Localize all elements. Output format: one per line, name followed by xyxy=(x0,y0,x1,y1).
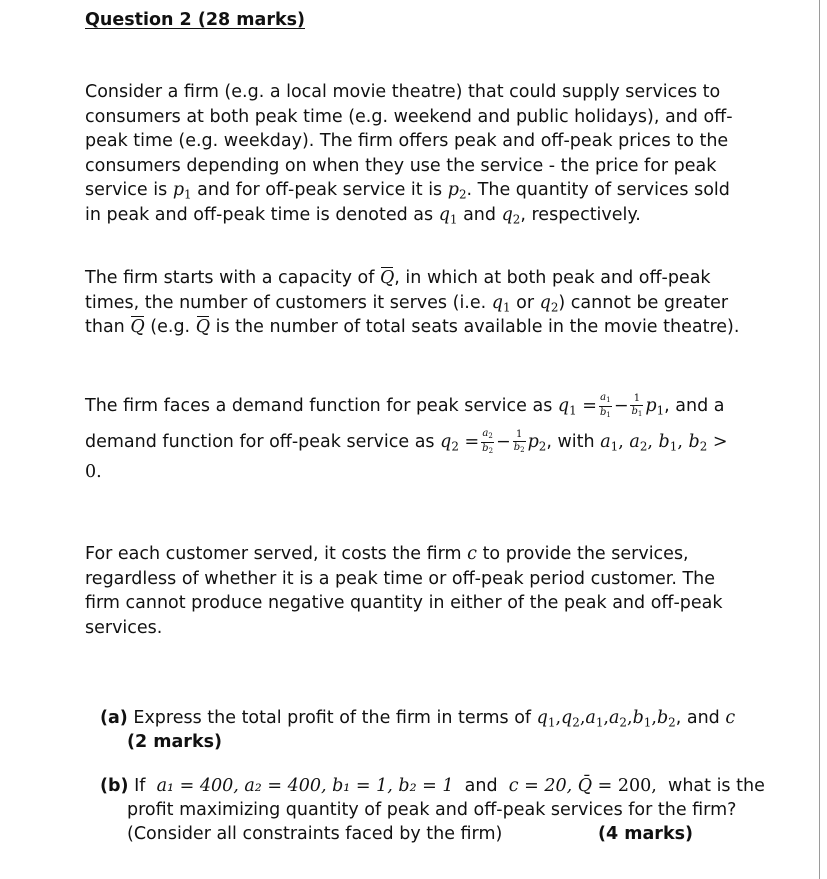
text-line: demand function for off-peak service as $q_2$ = $\frac{a_2}{b_2}$ − $\frac{1}{b_2}$ $p_2$, with $a_1$, $a_2$, $b_1$, $b_2$ > xyxy=(85,427,728,455)
part-b-line: (b) If a₁ = 400, a₂ = 400, b₁ = 1, b₂ = 1 and c = 20, Q̄ = 200, what is the xyxy=(100,776,765,796)
text-line: firm cannot produce negative quantity in either of the peak and off-peak xyxy=(85,593,723,613)
text-line: regardless of whether it is a peak time or off-peak period customer. The xyxy=(85,568,716,589)
text-line: in peak and off-peak time is denoted as $q_1$ and $q_2$, respectively. xyxy=(85,204,641,227)
text-line: The firm faces a demand function for peak service as $q_1$ = $\frac{a_1}{b_1}$ − $\frac{1}{b_1}$ $p_1$, and a xyxy=(85,391,725,419)
text-line: consumers at both peak time (e.g. weekend and public holidays), and off- xyxy=(85,106,733,127)
question-title: Question 2 (28 marks) xyxy=(85,10,305,30)
paragraph-capacity xyxy=(85,266,750,340)
part-b-marks: (4 marks) xyxy=(598,824,693,844)
text-line: peak time (e.g. weekday). The firm offers peak and off-peak prices to the xyxy=(85,131,729,151)
part-b-line: profit maximizing quantity of peak and off-peak services for the firm? xyxy=(127,800,737,820)
part-a-marks: (2 marks) xyxy=(127,732,222,752)
text-line: times, the number of customers it serves (i.e. $q_1$ or $q_2$) cannot be greater xyxy=(85,292,729,315)
text-line: Consider a firm (e.g. a local movie theatre) that could supply services to xyxy=(85,82,721,102)
paragraph-demand xyxy=(85,388,750,484)
part-b xyxy=(100,774,765,846)
text-line: than Q (e.g. Q is the number of total seats available in the movie theatre). xyxy=(85,315,750,340)
text-line: consumers depending on when they use the service - the price for peak xyxy=(85,155,717,176)
text-line: The firm starts with a capacity of Q, in which at both peak and off-peak xyxy=(85,266,750,291)
part-b-line: (Consider all constraints faced by the firm) (4 marks) xyxy=(127,824,693,844)
paragraph-cost xyxy=(85,542,750,640)
text-line: For each customer served, it costs the firm c to provide the services, xyxy=(85,544,689,564)
part-a-label: (a) xyxy=(100,708,128,728)
paragraph-intro xyxy=(85,80,750,227)
part-a-line: (a) Express the total profit of the firm in terms of $q_1,q_2,a_1,a_2,b_1,b_2$, and c xyxy=(100,708,736,730)
text-line: service is $p_1$ and for off-peak service it is $p_2$. The quantity of services sold xyxy=(85,180,730,202)
part-a xyxy=(100,706,765,754)
part-b-label: (b) xyxy=(100,776,129,796)
page-edge-rule xyxy=(819,0,820,879)
text-line: 0. xyxy=(85,462,102,482)
text-line: services. xyxy=(85,617,163,638)
